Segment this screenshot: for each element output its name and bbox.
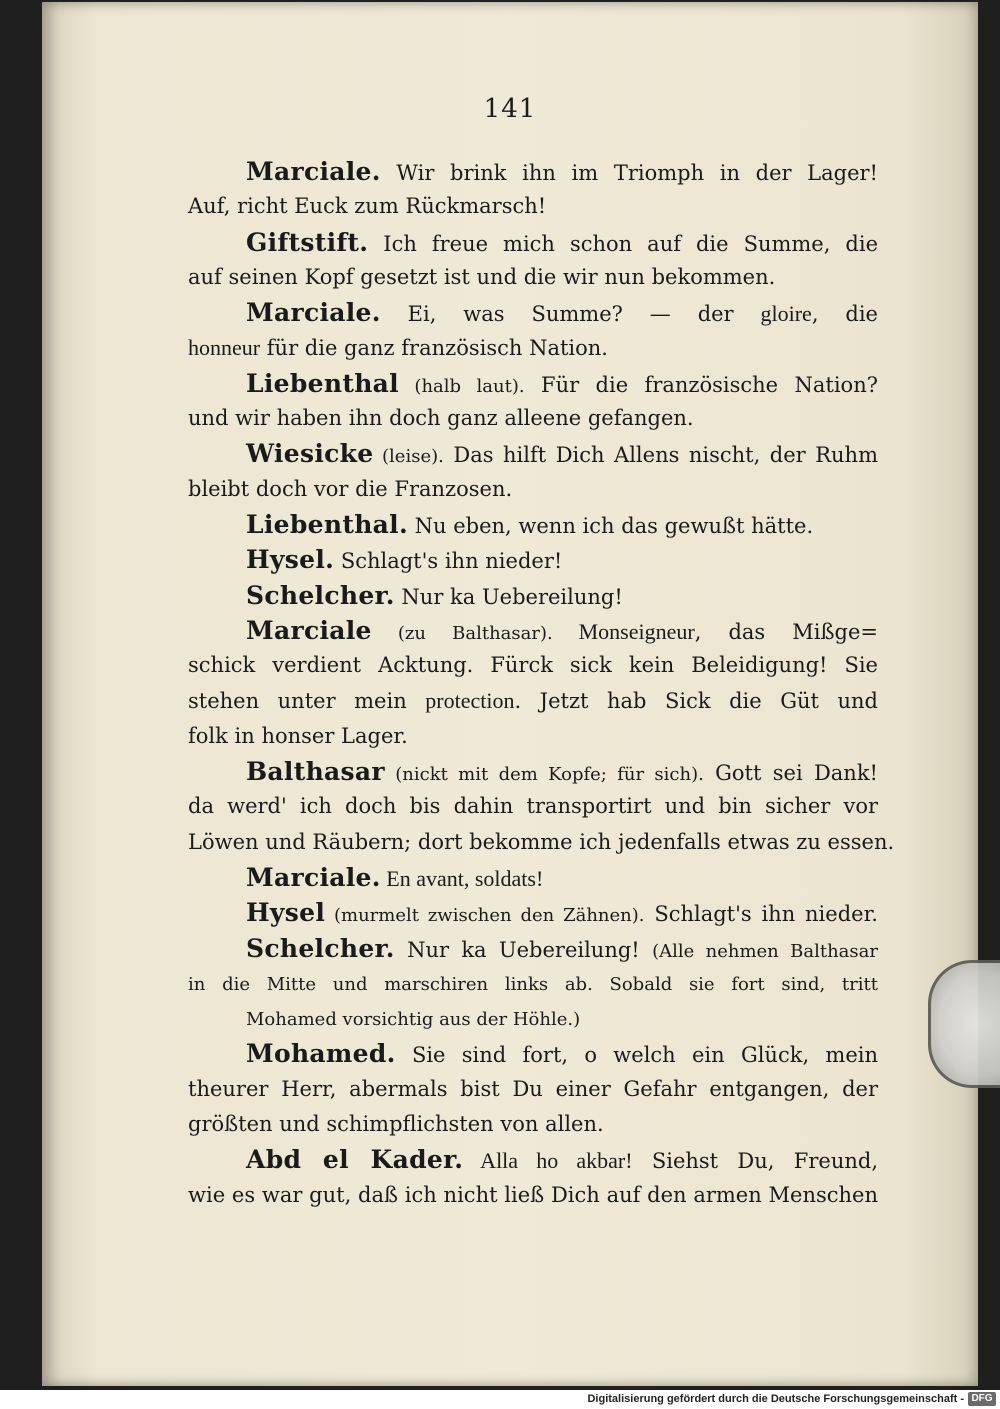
dialogue-text: stehen unter mein (188, 689, 426, 714)
text-line (188, 295, 878, 330)
dialogue-text: Wir brink ihn im Triomph in der Lager! (380, 161, 878, 185)
page-text (188, 154, 895, 1213)
text-line (188, 966, 878, 1001)
dialogue-text: Sie sind fort, o welch ein Glück, mein (395, 1043, 878, 1068)
stage-direction: (zu Balthasar). (371, 622, 553, 644)
dialogue-text: und wir haben ihn doch ganz alleene gefangen. (188, 406, 694, 431)
speaker-name: Schelcher. (246, 933, 395, 963)
dialogue-text: honneur (188, 335, 261, 361)
dialogue-text: Auf, richt Euck zum Rückmarsch! (188, 194, 547, 219)
page-turn-handle[interactable] (928, 960, 1000, 1088)
text-line (188, 507, 878, 542)
speaker-name: Mohamed. (246, 1039, 396, 1069)
text-line (188, 154, 878, 189)
dialogue-text: größten und schimpflichsten von allen. (188, 1112, 604, 1137)
dialogue-text: Gott sei Dank! (703, 761, 878, 786)
text-line (188, 683, 878, 718)
speaker-name: Marciale. (246, 298, 381, 328)
dialogue-text: protection (425, 688, 515, 714)
speaker-name: Liebenthal. (246, 509, 408, 539)
dialogue-text: Nur ka Uebereilung! (394, 584, 623, 609)
dialogue-text: En avant, soldats! (380, 865, 544, 891)
speaker-name: Hysel (246, 898, 326, 928)
book-page (42, 2, 978, 1386)
speaker-name: Hysel. (246, 545, 335, 575)
page-number: 141 (483, 94, 537, 124)
dialogue-text: Nu eben, wenn ich das gewußt hätte. (407, 513, 814, 538)
dfg-logo: DFG (968, 1392, 996, 1406)
speaker-name: Giftstift. (246, 227, 369, 257)
dialogue-text: Ei, was Summe? — der (380, 302, 761, 327)
text-line (188, 472, 878, 507)
dialogue-text: . Jetzt hab Sick die Güt und (514, 689, 878, 714)
speaker-name: Marciale. (246, 862, 381, 892)
speaker-name: Wiesicke (246, 439, 374, 469)
stage-direction: (Alle nehmen Balthasar (652, 940, 878, 962)
dialogue-text: für die ganz französisch Nation. (260, 336, 608, 361)
text-line (188, 613, 878, 648)
dialogue-text: theurer Herr, abermals bist Du einer Gefahr entgangen, der (188, 1076, 878, 1101)
text-line (188, 401, 878, 436)
dialogue-text: Nur ka Uebereilung! (394, 937, 653, 962)
dialogue-text: da werd' ich doch bis dahin transportirt und bin sicher vor (188, 794, 878, 819)
text-line (188, 1142, 878, 1177)
speaker-name: Marciale. (246, 157, 381, 186)
text-line (188, 895, 878, 930)
text-line (188, 754, 878, 789)
dialogue-text: schick verdient Acktung. Fürck sick kein Beleidigung! Sie (188, 653, 878, 678)
dialogue-text: wie es war gut, daß ich nicht ließ Dich auf den armen Menschen (188, 1182, 878, 1207)
speaker-name: Marciale (246, 615, 372, 645)
speaker-name: Liebenthal (246, 368, 399, 398)
text-line (188, 1072, 878, 1107)
funding-footer: Digitalisierung gefördert durch die Deutsche Forschungsgemeinschaft - (0, 1390, 1000, 1409)
speaker-name: Schelcher. (246, 580, 395, 610)
dialogue-text: gloire (760, 301, 812, 327)
dialogue-text: Alla ho akbar! (463, 1148, 633, 1174)
stage-direction: (nickt mit dem Kopfe; für sich). (384, 764, 704, 786)
text-line (188, 189, 878, 224)
dialogue-text: Das hilft Dich Allens nischt, der Ruhm (443, 443, 878, 468)
text-line (188, 330, 878, 365)
text-line (188, 578, 878, 613)
text-line (188, 648, 878, 683)
text-line (188, 719, 878, 754)
dialogue-text: Schlagt's ihn nieder. (644, 902, 878, 927)
dialogue-text: , das Mißge= (694, 619, 879, 644)
text-line (188, 1107, 878, 1142)
text-line (188, 1178, 878, 1213)
text-line (188, 860, 878, 895)
text-line (188, 366, 878, 401)
dialogue-text: Schlagt's ihn nieder! (334, 549, 563, 574)
text-line (188, 436, 878, 471)
speaker-name: Balthasar (246, 757, 385, 787)
text-line (188, 225, 878, 260)
text-line (188, 1001, 878, 1036)
dialogue-text: auf seinen Kopf gesetzt ist und die wir nun bekommen. (188, 264, 776, 289)
stage-direction: Mohamed vorsichtig aus der Höhle.) (246, 1009, 581, 1031)
stage-direction: in die Mitte und marschiren links ab. Sobald sie fort sind, tritt (188, 973, 878, 995)
text-line (188, 789, 878, 824)
stage-direction: (murmelt zwischen den Zähnen). (325, 905, 645, 927)
text-line (188, 825, 895, 860)
dialogue-text: folk in honser Lager. (188, 723, 408, 748)
text-line (188, 542, 878, 577)
text-line (188, 260, 878, 295)
dialogue-text: Für die französische Nation? (524, 372, 878, 397)
speaker-name: Abd el Kader. (246, 1145, 464, 1175)
dialogue-text: Monseigneur (552, 618, 695, 644)
dialogue-text: Siehst Du, Freund, (632, 1149, 878, 1174)
text-line (188, 1036, 878, 1071)
dialogue-text: Ich freue mich schon auf die Summe, die (368, 231, 878, 256)
dialogue-text: bleibt doch vor die Franzosen. (188, 476, 513, 501)
dialogue-text: Löwen und Räubern; dort bekomme ich jedenfalls etwas zu essen. (188, 829, 895, 854)
stage-direction: (halb laut). (398, 375, 525, 397)
dialogue-text: , die (811, 302, 878, 327)
text-line (188, 931, 878, 966)
stage-direction: (leise). (373, 446, 444, 468)
